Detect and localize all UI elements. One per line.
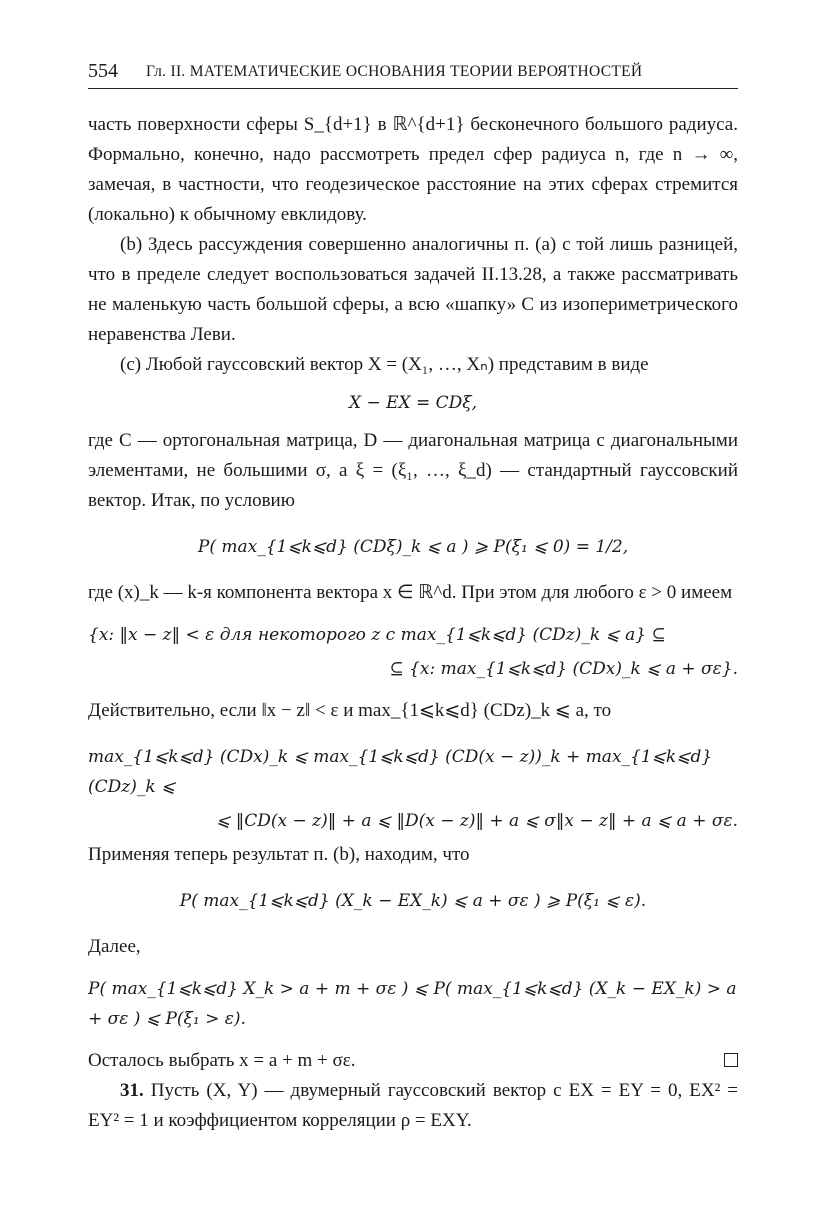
equation-6: P( max_{1⩽k⩽d} X_k > a + m + σε ) ⩽ P( max_{1⩽k⩽d} (X_k − EX_k) > a + σε ) ⩽ P(ξ₁ > ε). [88, 979, 737, 1029]
running-head: Гл. II. МАТЕМАТИЧЕСКИЕ ОСНОВАНИЯ ТЕОРИИ ВЕРОЯТНОСТЕЙ [146, 63, 643, 80]
equation-4b: ⩽ ‖CD(x − z)‖ + a ⩽ ‖D(x − z)‖ + a ⩽ σ‖x − z‖ + a ⩽ a + σε. [216, 811, 738, 831]
problem-31-text: Пусть (X, Y) — двумерный гауссовский вектор с EX = EY = 0, EX² = EY² = 1 и коэффициентом корреляции ρ = EXY. [88, 1080, 738, 1131]
paragraph-8: Далее, [88, 936, 141, 957]
paragraph-4: где C — ортогональная матрица, D — диагональная матрица с диагональными элементами, не большими σ, а ξ = (ξ₁, …, ξ_d) — стандартный гауссовский вектор. Итак, по условию [88, 430, 738, 511]
page-number: 554 [88, 60, 118, 82]
equation-1: X − EX = CDξ, [348, 393, 478, 413]
paragraph-1: часть поверхности сферы S_{d+1} в ℝ^{d+1} бесконечного большого радиуса. Формально, конечно, надо рассмотреть предел сфер радиуса n, где n → ∞, замечая, в частности, что геодезическое расстояние на этих сферах стремится (локально) к обычному евклидову. [88, 114, 738, 225]
problem-31 [88, 1076, 738, 1136]
page-header [88, 58, 738, 89]
qed-square-icon [724, 1053, 738, 1067]
problem-31-number: 31. [120, 1080, 144, 1101]
paragraph-c: (c) Любой гауссовский вектор X = (X₁, …, Xₙ) представим в виде [120, 354, 649, 375]
equation-3b: ⊆ {x: max_{1⩽k⩽d} (CDx)_k ⩽ a + σε}. [389, 659, 738, 679]
paragraph-5: где (x)_k — k-я компонента вектора x ∈ ℝ^d. При этом для любого ε > 0 имеем [88, 582, 733, 603]
equation-3a: {x: ‖x − z‖ < ε для некоторого z с max_{1⩽k⩽d} (CDz)_k ⩽ a} ⊆ [88, 625, 666, 645]
paragraph-6: Действительно, если ‖x − z‖ < ε и max_{1⩽k⩽d} (CDz)_k ⩽ a, то [88, 700, 612, 721]
page-body [88, 110, 738, 1136]
equation-4a: max_{1⩽k⩽d} (CDx)_k ⩽ max_{1⩽k⩽d} (CD(x − z))_k + max_{1⩽k⩽d} (CDz)_k ⩽ [88, 747, 713, 797]
equation-5: P( max_{1⩽k⩽d} (X_k − EX_k) ⩽ a + σε ) ⩾ P(ξ₁ ⩽ ε). [179, 891, 647, 911]
equation-2: P( max_{1⩽k⩽d} (CDξ)_k ⩽ a ) ⩾ P(ξ₁ ⩽ 0) = 1/2, [197, 537, 629, 557]
paragraph-b: (b) Здесь рассуждения совершенно аналогичны п. (a) с той лишь разницей, что в пределе следует воспользоваться задачей II.13.28, а также рассматривать не маленькую часть большой сферы, а всю «шапку» C из изопериметрического неравенства Леви. [88, 234, 738, 345]
paragraph-7: Применяя теперь результат п. (b), находим, что [88, 844, 470, 865]
paragraph-9-text: Осталось выбрать x = a + m + σε. [88, 1050, 356, 1071]
paragraph-9 [88, 1046, 738, 1076]
